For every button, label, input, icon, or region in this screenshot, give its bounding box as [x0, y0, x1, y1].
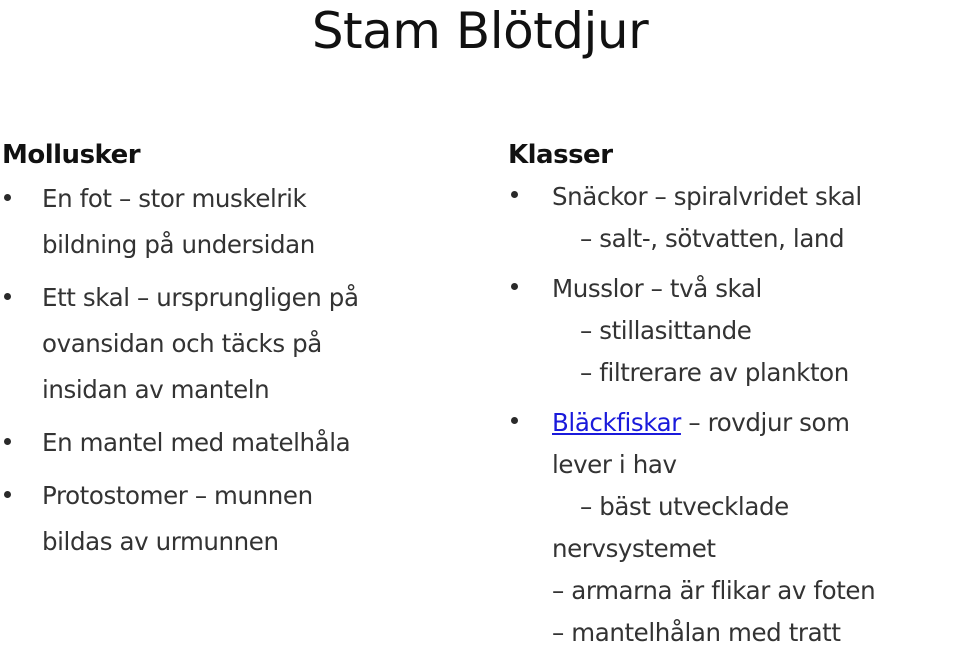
bullet-icon	[511, 417, 518, 424]
bullet-text: Musslor – två skal	[552, 274, 762, 303]
list-item	[2, 275, 462, 413]
bullet-subtext: – armarna är flikar av foten	[552, 576, 876, 605]
slide-title: Stam Blötdjur	[311, 2, 649, 60]
bullet-subtext: – mantelhålan med tratt	[552, 618, 841, 647]
bullet-text: insidan av manteln	[42, 375, 270, 404]
blackfiskar-link[interactable]: Bläckfiskar	[552, 408, 681, 437]
left-bullet-list	[2, 176, 462, 565]
bullet-text: bildning på undersidan	[42, 230, 315, 259]
bullet-icon	[4, 438, 11, 445]
right-heading: Klasser	[508, 140, 613, 170]
list-item	[508, 268, 958, 394]
list-item	[2, 473, 462, 565]
bullet-text: Protostomer – munnen	[42, 481, 313, 510]
left-heading: Mollusker	[2, 140, 141, 170]
bullet-icon	[4, 194, 11, 201]
bullet-text: En mantel med matelhåla	[42, 428, 351, 457]
bullet-text: nervsystemet	[552, 534, 716, 563]
list-item	[2, 420, 462, 466]
right-bullet-list	[508, 176, 958, 654]
bullet-text: ovansidan och täcks på	[42, 329, 322, 358]
bullet-icon	[4, 293, 11, 300]
bullet-text: bildas av urmunnen	[42, 527, 279, 556]
bullet-icon	[511, 191, 518, 198]
list-item	[508, 176, 958, 260]
bullet-text: Ett skal – ursprungligen på	[42, 283, 359, 312]
bullet-subtext: – stillasittande	[580, 316, 752, 345]
bullet-text: lever i hav	[552, 450, 677, 479]
right-column	[508, 140, 958, 662]
left-column	[2, 140, 462, 572]
bullet-subtext: – salt-, sötvatten, land	[580, 224, 845, 253]
list-item	[2, 176, 462, 268]
bullet-icon	[511, 283, 518, 290]
bullet-subtext: – filtrerare av plankton	[580, 358, 849, 387]
bullet-text: – rovdjur som	[680, 408, 850, 437]
list-item	[508, 402, 958, 654]
bullet-icon	[4, 491, 11, 498]
bullet-subtext: – bäst utvecklade	[580, 492, 789, 521]
bullet-text: Snäckor – spiralvridet skal	[552, 182, 862, 211]
bullet-text-row	[552, 402, 958, 444]
bullet-text: En fot – stor muskelrik	[42, 184, 307, 213]
